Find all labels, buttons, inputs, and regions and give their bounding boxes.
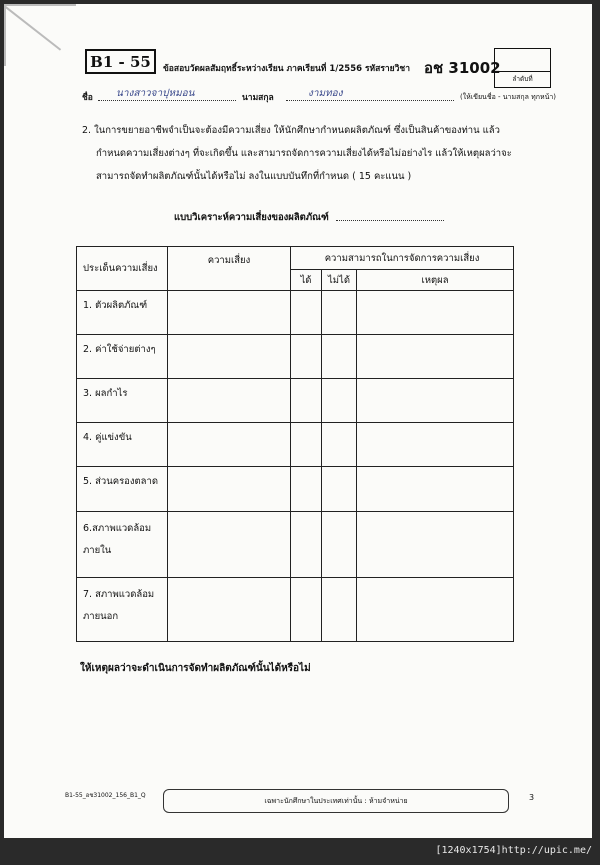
cannot-cell[interactable] bbox=[322, 512, 357, 578]
watermark: [1240x1754]http://upic.me/ bbox=[435, 845, 592, 856]
reason-cell[interactable] bbox=[357, 423, 514, 467]
header-cannot: ไม่ได้ bbox=[322, 270, 357, 291]
table-row bbox=[77, 379, 514, 423]
cannot-cell[interactable] bbox=[322, 379, 357, 423]
can-cell[interactable] bbox=[291, 512, 322, 578]
row-label: 3. ผลกำไร bbox=[77, 379, 168, 423]
subject-code: อช 31002 bbox=[424, 59, 501, 77]
header-risk: ความเสี่ยง bbox=[168, 247, 291, 291]
row-label: 1. ตัวผลิตภัณฑ์ bbox=[77, 291, 168, 335]
row-label bbox=[77, 578, 168, 642]
row-label: 5. ส่วนครองตลาด bbox=[77, 467, 168, 512]
risk-cell[interactable] bbox=[168, 467, 291, 512]
row-label-line-2: ภายนอก bbox=[83, 611, 119, 622]
row-label bbox=[77, 512, 168, 578]
header-reason: เหตุผล bbox=[357, 270, 514, 291]
can-cell[interactable] bbox=[291, 335, 322, 379]
surname-handwritten: งามทอง bbox=[308, 88, 343, 99]
can-cell[interactable] bbox=[291, 423, 322, 467]
cannot-cell[interactable] bbox=[322, 335, 357, 379]
exam-paper bbox=[4, 4, 592, 838]
form-subtitle: แบบวิเคราะห์ความเสี่ยงของผลิตภัณฑ์ bbox=[174, 212, 329, 223]
reason-cell[interactable] bbox=[357, 578, 514, 642]
name-handwritten: นางสาวจาปุหมอน bbox=[116, 88, 195, 99]
reason-cell[interactable] bbox=[357, 335, 514, 379]
reason-cell[interactable] bbox=[357, 467, 514, 512]
can-cell[interactable] bbox=[291, 379, 322, 423]
exam-title: ข้อสอบวัดผลสัมฤทธิ์ระหว่างเรียน ภาคเรียนที่ 1/2556 รหัสรายวิชา bbox=[163, 64, 410, 74]
risk-cell[interactable] bbox=[168, 335, 291, 379]
risk-analysis-table bbox=[76, 246, 514, 642]
footer-notice: เฉพาะนักศึกษาในประเทศเท่านั้น : ห้ามจำหน่าย bbox=[163, 789, 509, 813]
risk-cell[interactable] bbox=[168, 512, 291, 578]
header-issue: ประเด็นความเสี่ยง bbox=[77, 247, 168, 291]
header-can: ได้ bbox=[291, 270, 322, 291]
cannot-cell[interactable] bbox=[322, 467, 357, 512]
risk-cell[interactable] bbox=[168, 578, 291, 642]
page-number: 3 bbox=[529, 793, 535, 802]
subtitle-line bbox=[336, 220, 444, 221]
cannot-cell[interactable] bbox=[322, 423, 357, 467]
row-label: 2. ค่าใช้จ่ายต่างๆ bbox=[77, 335, 168, 379]
table-row bbox=[77, 578, 514, 642]
header-manage: ความสามารถในการจัดการความเสี่ยง bbox=[291, 247, 514, 270]
surname-label: นามสกุล bbox=[242, 93, 274, 103]
order-number-box bbox=[494, 48, 551, 88]
order-label: ลำดับที่ bbox=[512, 75, 533, 83]
cannot-cell[interactable] bbox=[322, 578, 357, 642]
can-cell[interactable] bbox=[291, 467, 322, 512]
reason-cell[interactable] bbox=[357, 379, 514, 423]
risk-cell[interactable] bbox=[168, 379, 291, 423]
risk-cell[interactable] bbox=[168, 423, 291, 467]
name-note: (ให้เขียนชื่อ - นามสกุล ทุกหน้า) bbox=[460, 93, 557, 101]
reason-cell[interactable] bbox=[357, 512, 514, 578]
row-label-line-1: 7. สภาพแวดล้อม bbox=[83, 589, 155, 600]
can-cell[interactable] bbox=[291, 291, 322, 335]
table-row bbox=[77, 467, 514, 512]
closing-question: ให้เหตุผลว่าจะดำเนินการจัดทำผลิตภัณฑ์นั้นได้หรือไม่ bbox=[80, 663, 311, 674]
risk-cell[interactable] bbox=[168, 291, 291, 335]
reason-cell[interactable] bbox=[357, 291, 514, 335]
question-line-2: กำหนดความเสี่ยงต่างๆ ที่จะเกิดขึ้น และสามารถจัดการความเสี่ยงได้หรือไม่อย่างไร แล้วให้เหตุผลว่าจะ bbox=[96, 148, 512, 159]
corner-mark bbox=[4, 4, 76, 66]
table-row bbox=[77, 423, 514, 467]
can-cell[interactable] bbox=[291, 578, 322, 642]
row-label: 4. คู่แข่งขัน bbox=[77, 423, 168, 467]
row-label-line-2: ภายใน bbox=[83, 545, 112, 556]
name-label: ชื่อ bbox=[82, 93, 93, 103]
table-row bbox=[77, 335, 514, 379]
question-line-1: 2. ในการขยายอาชีพจำเป็นจะต้องมีความเสี่ยง ให้นักศึกษากำหนดผลิตภัณฑ์ ซึ่งเป็นสินค้าของท่าน แล้ว bbox=[82, 125, 500, 136]
footer-doc-code: B1-55_อช31002_156_B1_Q bbox=[65, 792, 146, 799]
table-row bbox=[77, 291, 514, 335]
exam-code-box: B1 - 55 bbox=[85, 49, 156, 74]
cannot-cell[interactable] bbox=[322, 291, 357, 335]
row-label-line-1: 6.สภาพแวดล้อม bbox=[83, 523, 152, 534]
question-line-3: สามารถจัดทำผลิตภัณฑ์นั้นได้หรือไม่ ลงในแบบบันทึกที่กำหนด ( 15 คะแนน ) bbox=[96, 171, 412, 182]
table-row bbox=[77, 512, 514, 578]
